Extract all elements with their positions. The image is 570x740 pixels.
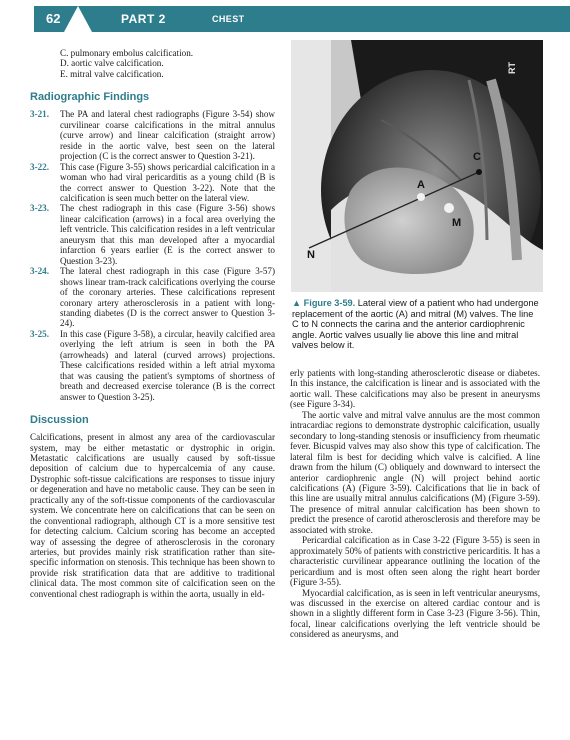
finding-item — [30, 162, 275, 204]
caption-triangle-icon: ▲ — [292, 298, 302, 308]
page-number: 62 — [46, 11, 61, 26]
mitral-valve-prosthesis — [444, 203, 454, 213]
header-bar — [34, 6, 570, 32]
finding-number: 3-21. — [30, 109, 50, 120]
figure-caption — [292, 298, 542, 351]
finding-number: 3-22. — [30, 161, 50, 172]
discussion-paragraph: Pericardial calcification as in Case 3-22 (Figure 3-55) is seen in approximately 50% of patients with constrictive pericarditis. It has a characteristic curvilinear appearance outlining the location of the pericardium and is most often seen along the right heart border (Figure 3-55). — [290, 535, 540, 588]
finding-number: 3-24. — [30, 266, 50, 277]
section-label: CHEST — [212, 14, 245, 24]
point-c-marker — [476, 169, 482, 175]
label-n: N — [307, 249, 315, 261]
finding-text: The lateral chest radiograph in this case (Figure 3-57) shows linear tram-track calcifications overlying the course of the coronary arteries. These calcifications represent coronary artery atherosclerosis in a patient with long-standing diabetes (D is the correct answer to Question 3-24). — [60, 266, 275, 329]
radiographic-findings-heading: Radiographic Findings — [30, 91, 150, 104]
answer-option-d: D. aortic valve calcification. — [60, 58, 164, 69]
part-label: PART 2 — [121, 12, 166, 26]
caption-text: Lateral view of a patient who had undergone replacement of the aortic (A) and mitral (M) valves. The line C to N connects the carina and the anterior cardiophrenic angle. Aortic valves usually lie above this line and mitral valves below it. — [292, 298, 539, 351]
finding-item — [30, 266, 275, 329]
finding-text: In this case (Figure 3-58), a circular, heavily calcified area overlying the left atrium is seen in both the PA (arrowheads) and lateral (curved arrows) projections. These calcifications resided within a left atrial myxoma that was causing the patient's symptoms of shortness of breath and decreased exercise tolerance (B is the correct answer to Question 3-25). — [60, 328, 275, 402]
figure-3-59-radiograph — [291, 40, 543, 292]
answer-option-e: E. mitral valve calcification. — [60, 68, 164, 79]
finding-item — [30, 203, 275, 266]
aortic-valve-prosthesis — [417, 193, 425, 201]
finding-number: 3-25. — [30, 328, 50, 339]
finding-item — [30, 329, 275, 402]
lateral-chest-radiograph — [291, 40, 543, 292]
left-column — [30, 48, 275, 599]
finding-text: This case (Figure 3-55) shows pericardial calcification in a woman who had viral pericarditis as a young child (B is the correct answer to Question 3-22). Note that the calcification is seen much better on the lateral view. — [60, 161, 275, 203]
figure-label: Figure 3-59. — [303, 298, 356, 308]
discussion-paragraph: Myocardial calcification, as is seen in left ventricular aneurysms, was discussed in the exercise on altered cardiac contour and is shown in a slightly different form in Case 3-23 (Figure 3-56). Thin, focal, linear calcifications overlying the left ventricle should be considered as aneurysms, and — [290, 587, 540, 640]
discussion-heading: Discussion — [30, 414, 89, 427]
discussion-paragraph: erly patients with long-standing atherosclerotic disease or diabetes. In this instance, the calcification is linear and is associated with the aortic wall. These calcifications may also be present in aneurysms (see Figure 3-34). — [290, 368, 540, 410]
finding-text: The chest radiograph in this case (Figure 3-56) shows linear calcification (arrows) in a focal area overlying the left ventricle. This calcification resides in a left ventricular aneurysm that this man developed after a myocardial infarction 6 years earlier (E is the correct answer to Question 3-23). — [60, 203, 275, 266]
right-column — [290, 368, 540, 640]
discussion-paragraph: The aortic valve and mitral valve annulus are the most common intracardiac regions to demonstrate dystrophic calcification, usually secondary to long-standing stenosis or insufficiency from rheumatic fever. Bicuspid valves may also show this type of calcification. The lateral film is best for deciding which valve is calcified. A line drawn from the hilum (C) obliquely and downward to intersect the anterior cardiophrenic angle (N) will project behind aortic calcifications (A) (Figure 3-59). Calcifications that lie in back of this line are usually mitral annulus calcifications (M) (Figure 3-59). The presence of mitral annular calcification has been shown to predict the presence of carotid atherosclerosis and therefore may be associated with stroke. — [290, 409, 540, 535]
finding-item — [30, 109, 275, 161]
label-a: A — [417, 179, 425, 191]
discussion-paragraph: Calcifications, present in almost any area of the cardiovascular system, may be either metastatic or dystrophic in origin. Metastatic calcifications are usually caused by soft-tissue deposition of calcium due to hypercalcemia of any cause. Dystrophic soft-tissue calcifications are responses to tissue injury or degeneration and have no metabolic cause. They can be seen in practically any of the soft-tissue components of the cardiovascular system. We concentrate here on calcifications that can be seen on the conventional radiograph, although CT is a more sensitive test for detecting calcium. Calcium scoring has become an accepted way of assessing the degree of atherosclerosis in the coronary arteries, but provides mainly risk stratification rather than site-specific information on stenosis. This technique has been shown to provide risk stratification data that are additive to traditional clinical data. The most common site of calcification seen on the conventional chest radiograph is within the aorta, usually in eld- — [30, 432, 275, 599]
answer-option-c: C. pulmonary embolus calcification. — [60, 48, 194, 58]
label-m: M — [452, 217, 462, 229]
running-header — [0, 0, 570, 32]
header-wedge — [64, 6, 92, 32]
finding-number: 3-23. — [30, 203, 50, 214]
label-c: C — [473, 151, 481, 163]
film-marker: RT — [507, 62, 517, 74]
finding-text: The PA and lateral chest radiographs (Figure 3-54) show curvilinear coarse calcifications in the mitral annulus (curve arrow) and linear calcification (straight arrow) reside in the aortic valve, best seen on the lateral projection (C is the correct answer to Question 3-21). — [60, 109, 275, 162]
